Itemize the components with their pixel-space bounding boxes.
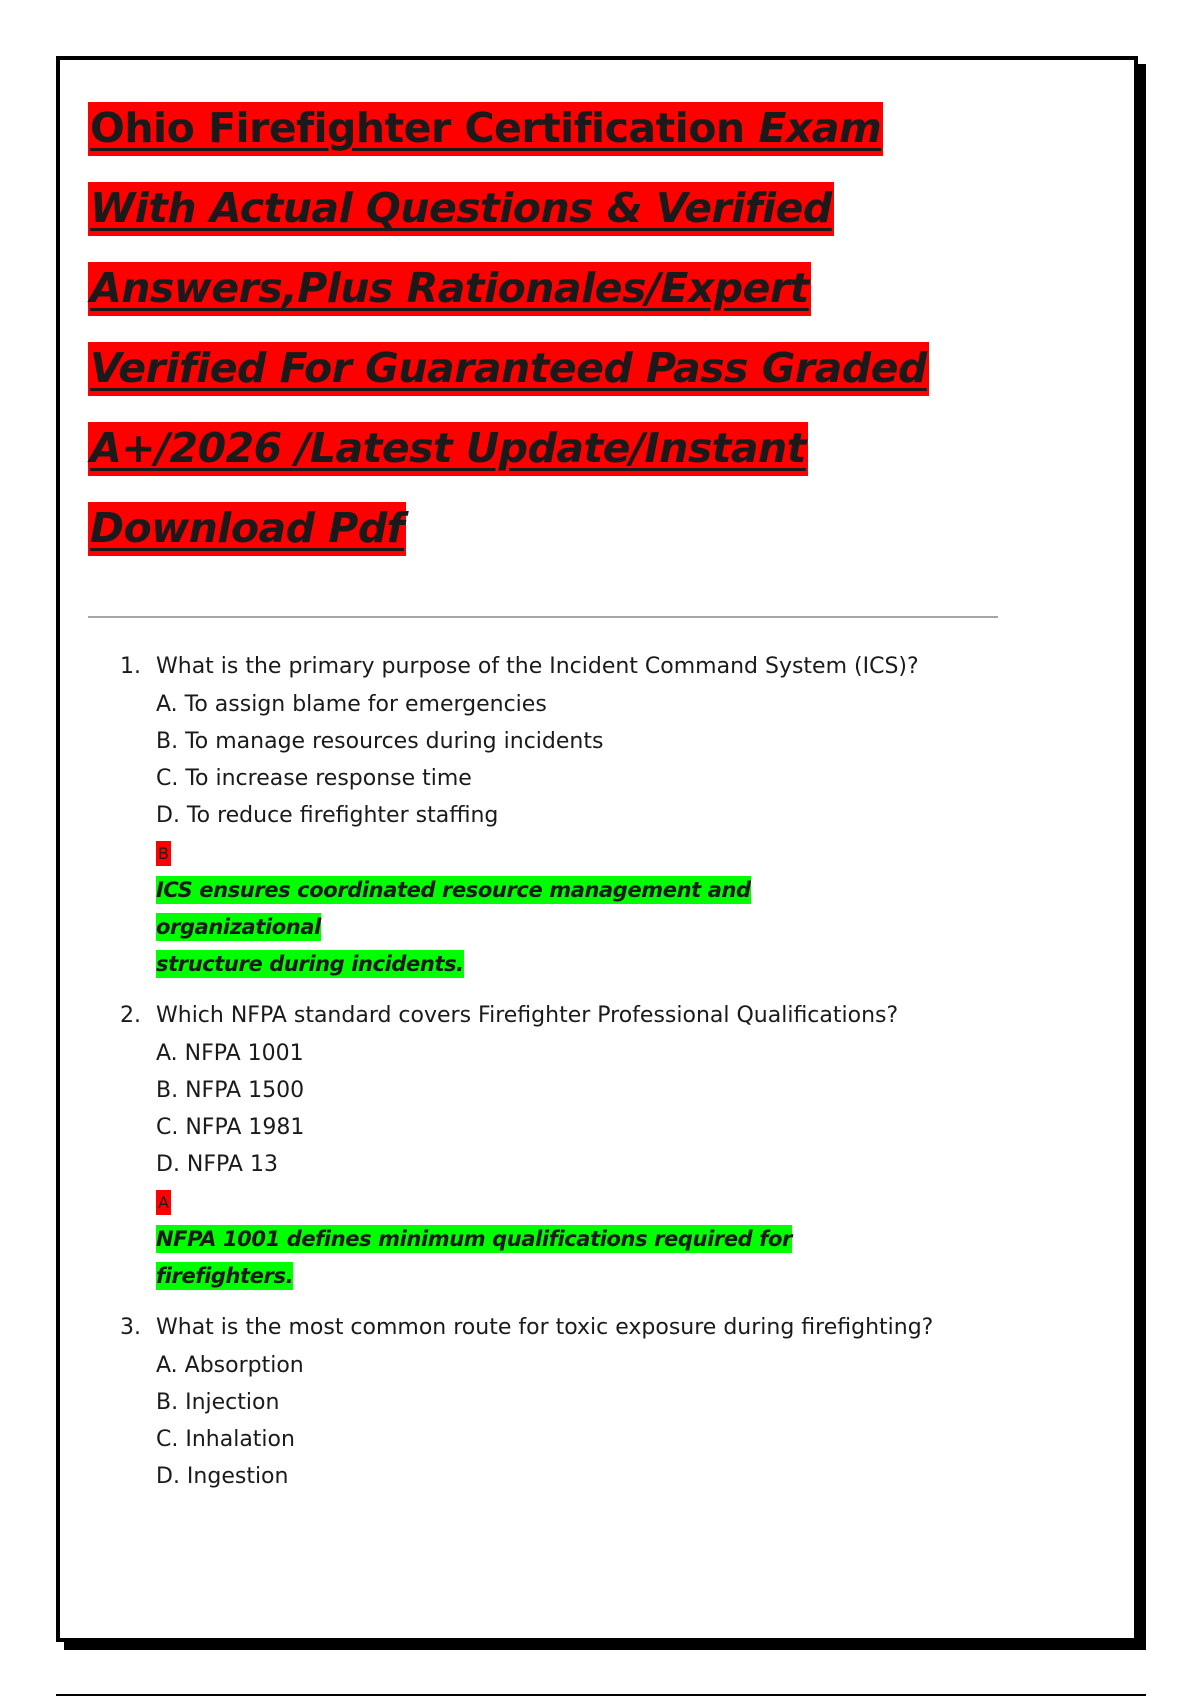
title-text: With Actual Questions & Verified bbox=[88, 182, 834, 236]
answer-option: A. Absorption bbox=[156, 1353, 304, 1378]
answer-option: D. To reduce firefighter staffing bbox=[156, 803, 499, 828]
correct-answer bbox=[156, 834, 1020, 872]
page-bottom-rule bbox=[56, 1694, 1146, 1696]
answer-option: B. NFPA 1500 bbox=[156, 1078, 305, 1103]
answer-option: C. Inhalation bbox=[156, 1427, 295, 1452]
answer-option: B. To manage resources during incidents bbox=[156, 729, 604, 754]
question-item bbox=[120, 1309, 1020, 1495]
answer-option: A. NFPA 1001 bbox=[156, 1041, 304, 1066]
question-number: 2. bbox=[120, 1003, 141, 1028]
correct-answer-letter: B bbox=[156, 841, 171, 866]
question-text: What is the primary purpose of the Incident Command System (ICS)? bbox=[156, 654, 919, 679]
answer-option: D. Ingestion bbox=[156, 1464, 289, 1489]
question-item bbox=[120, 648, 1020, 983]
answer-option: C. NFPA 1981 bbox=[156, 1115, 305, 1140]
question-number: 1. bbox=[120, 654, 141, 679]
title-text bbox=[88, 102, 883, 156]
rationale-line: NFPA 1001 defines minimum qualifications required for firefighters. bbox=[156, 1227, 792, 1288]
title-italic-part: Exam bbox=[758, 104, 882, 152]
title-roman-part: Ohio Firefighter Certification bbox=[90, 104, 759, 152]
question-list bbox=[120, 648, 1020, 1509]
title-line bbox=[88, 328, 988, 408]
rationale-line: structure during incidents. bbox=[156, 952, 464, 976]
answer-option: D. NFPA 13 bbox=[156, 1152, 278, 1177]
question-item bbox=[120, 997, 1020, 1295]
title-line bbox=[88, 408, 988, 488]
title-line bbox=[88, 168, 988, 248]
answer-option: A. To assign blame for emergencies bbox=[156, 692, 547, 717]
title-text: Verified For Guaranteed Pass Graded bbox=[88, 342, 929, 396]
answer-option: C. To increase response time bbox=[156, 766, 472, 791]
document-title bbox=[88, 88, 988, 568]
question-text: Which NFPA standard covers Firefighter Professional Qualifications? bbox=[156, 1003, 899, 1028]
section-divider bbox=[88, 616, 998, 618]
title-line bbox=[88, 488, 988, 568]
correct-answer-letter: A bbox=[156, 1190, 171, 1215]
correct-answer bbox=[156, 1183, 1020, 1221]
rationale bbox=[156, 872, 916, 983]
title-text: A+/2026 /Latest Update/Instant bbox=[88, 422, 808, 476]
answer-option: B. Injection bbox=[156, 1390, 280, 1415]
title-text: Answers,Plus Rationales/Expert bbox=[88, 262, 811, 316]
rationale bbox=[156, 1221, 916, 1295]
question-text: What is the most common route for toxic exposure during firefighting? bbox=[156, 1315, 934, 1340]
title-line bbox=[88, 88, 988, 168]
rationale-line: ICS ensures coordinated resource management and organizational bbox=[156, 878, 751, 939]
question-number: 3. bbox=[120, 1315, 141, 1340]
title-line bbox=[88, 248, 988, 328]
title-text: Download Pdf bbox=[88, 502, 406, 556]
